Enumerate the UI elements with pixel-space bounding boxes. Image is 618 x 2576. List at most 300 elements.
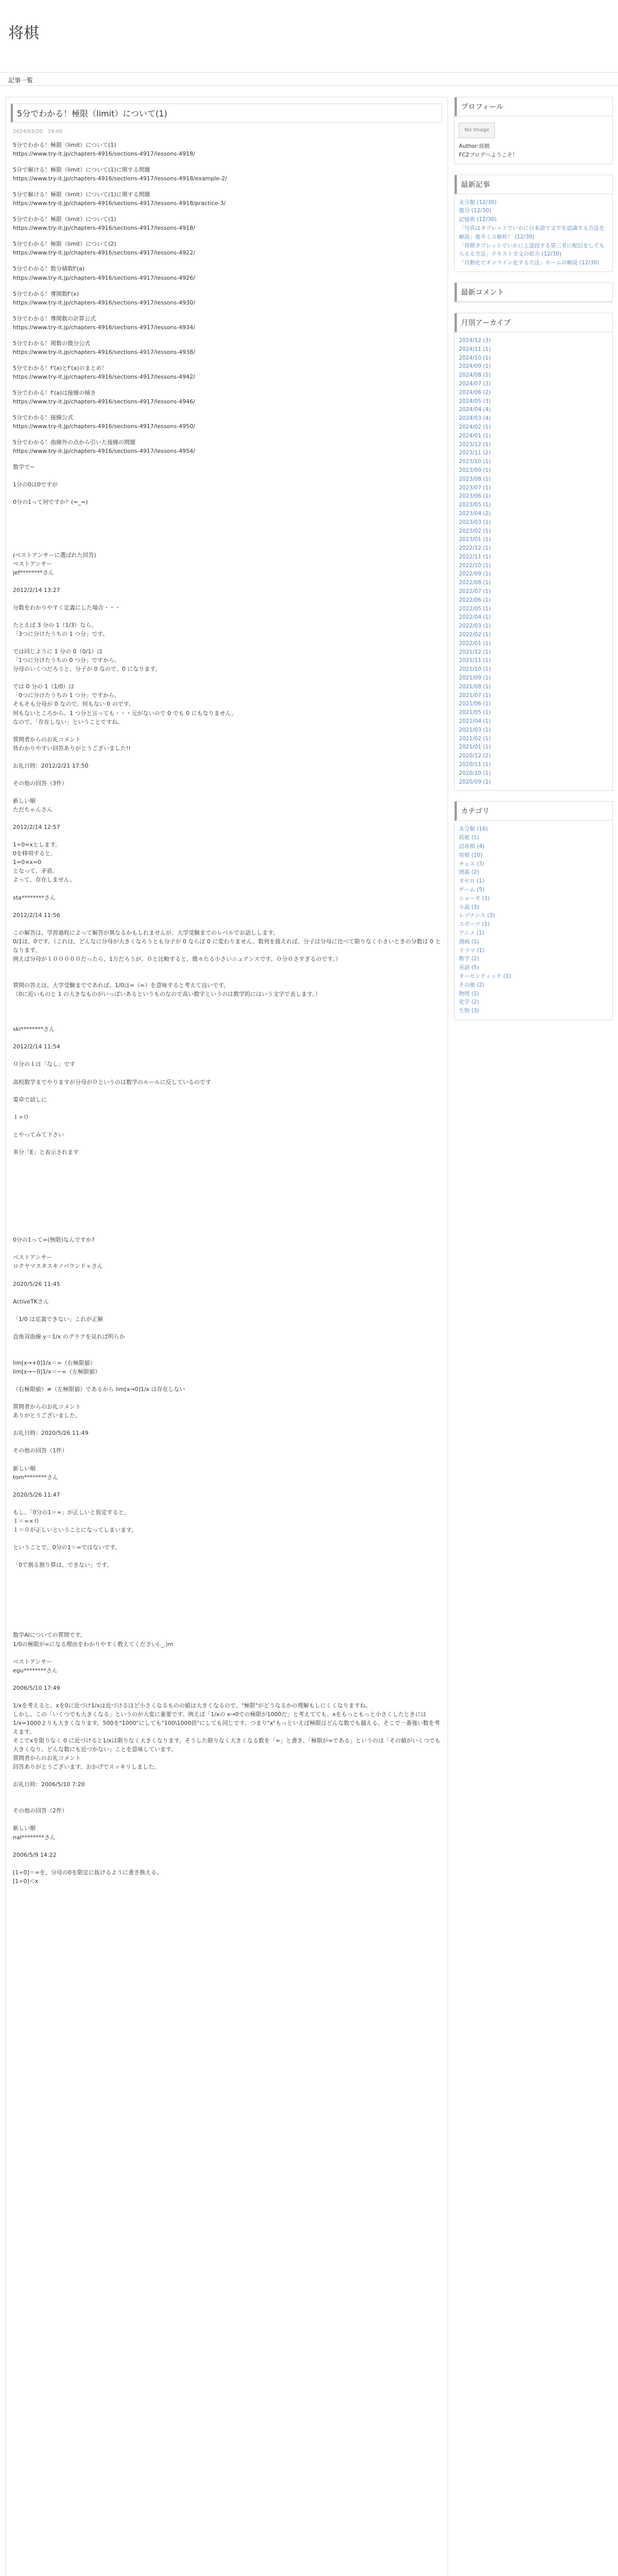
archive-month-link[interactable]: 2020/11 (1)	[459, 761, 491, 768]
post-text-line: ありがとうございました。	[13, 1412, 81, 1419]
category-title: カテゴリ	[455, 802, 612, 821]
category-link[interactable]: 詰将棋 (4)	[459, 843, 485, 850]
post-text-line: なので、「存在しない」ということですね。	[13, 718, 124, 725]
post-text-line: ベストアンサー	[13, 1254, 53, 1261]
archive-month-link[interactable]: 2022/05 (1)	[459, 605, 491, 612]
post-text-line: 分数をわかりやすく定義にした場合・・・	[13, 604, 121, 611]
archive-widget	[454, 313, 613, 791]
post-text-line: 2020/5/26 11:45	[13, 1280, 60, 1287]
archive-month-link[interactable]: 2024/10 (1)	[459, 354, 491, 361]
post-text-line: 皆わかりやすい回答ありがとうございました!!	[13, 744, 131, 752]
post-link-heading: 5分でわかる！導関数の計算公式	[13, 315, 96, 322]
archive-month-link[interactable]: 2021/01 (1)	[459, 744, 491, 751]
post-text-line	[13, 1499, 442, 1508]
post-link-heading: 5分でわかる！極限（limit）について(1)	[13, 216, 116, 223]
post-text-line	[13, 1271, 442, 1280]
archive-month-link[interactable]: 2022/03 (1)	[459, 623, 491, 630]
post-text-line: 「0つに分けたうちの 1 つ分」ですから、	[13, 692, 120, 699]
post-text-line: 0分の1って∞(無限)なんですか?	[13, 1236, 95, 1244]
archive-month-link[interactable]: 2021/08 (1)	[459, 683, 491, 690]
post-text-line	[13, 612, 442, 621]
post-text-line	[13, 1376, 442, 1385]
recent-comments-widget	[454, 282, 613, 302]
post-text-line: 新しい順	[13, 1465, 36, 1472]
category-link[interactable]: その他 (2)	[459, 981, 485, 988]
profile-widget	[454, 97, 613, 164]
post-text-line: 「0で割る割り算は、できない」です。	[13, 1562, 113, 1569]
category-link[interactable]: 物理 (1)	[459, 990, 479, 997]
post-qa-body	[11, 463, 442, 1886]
post-text-line: ベストアンサー	[13, 1658, 53, 1665]
post-text-line: しかし、この「いくつでも大きくなる」というのが大変に重要です。例えば「1/xの x→0での極限が1000だ」と考えてても、xをもっともっと小さくしたときには1/x=1000よりも大きくなります。500を"1000"にしても"100\1000倍"にしても同じです。つまり"x"もっといえば極限はどんな数でも越える。そこで一番強い数を考えます。	[13, 1710, 440, 1735]
post-text-line	[13, 524, 442, 533]
archive-month-link[interactable]: 2023/02 (1)	[459, 528, 491, 534]
post-text-line: では 0 分の 1（1/0）は	[13, 683, 75, 690]
archive-month-link[interactable]: 2021/05 (1)	[459, 709, 491, 716]
spacer	[11, 183, 442, 190]
post-link-url[interactable]: https://www.try-it.jp/chapters-4916/sections-4917/lessons-4918/practice-3/	[13, 200, 226, 207]
post-text-line: (ベストアンサーに選ばれた回答)	[13, 551, 96, 558]
nav-article-list-link[interactable]: 記事一覧	[8, 77, 33, 84]
archive-month-link[interactable]: 2021/11 (1)	[459, 657, 491, 664]
recent-post-link[interactable]: 「写真はタブレットでいかに日本語で文字を認識する方法を解説」後半ミス解析！ (12/30)	[459, 225, 605, 240]
post-text-line: となって、矛盾。	[13, 868, 58, 875]
post-text-line	[13, 998, 442, 1007]
spacer	[11, 381, 442, 388]
category-link[interactable]: ドラマ (1)	[459, 947, 485, 954]
post-text-line	[13, 1033, 442, 1042]
post-text-line: よって、存在しません。	[13, 876, 76, 884]
archive-month-link[interactable]: 2023/03 (1)	[459, 519, 491, 526]
archive-month-link[interactable]: 2023/07 (1)	[459, 484, 491, 491]
post-link-url[interactable]: https://www.try-it.jp/chapters-4916/sections-4917/lessons-4934/	[13, 324, 195, 331]
post-text-line	[13, 1420, 442, 1429]
archive-month-link[interactable]: 2022/01 (1)	[459, 640, 491, 647]
recent-post-link[interactable]: 記憶術 (12/30)	[459, 216, 497, 223]
nav-bar	[0, 72, 618, 86]
post-text-line	[13, 1209, 442, 1218]
archive-month-link[interactable]: 2023/06 (1)	[459, 493, 491, 500]
post-text-line	[13, 1675, 442, 1684]
post-text-line: 1=0×x=0	[13, 859, 42, 866]
post-text-line	[13, 1842, 442, 1851]
post-text-line	[13, 1534, 442, 1543]
recent-posts-list	[455, 194, 612, 272]
category-link[interactable]: スポーツ (1)	[459, 921, 490, 928]
category-link[interactable]: アニメ (1)	[459, 929, 485, 936]
post-text-line	[13, 1007, 442, 1016]
post-text-line	[13, 1798, 442, 1806]
post-text-line	[13, 1069, 442, 1077]
post-text-line	[13, 1341, 442, 1350]
post-link-heading: 5分でわかる！数分積数f'(a)	[13, 265, 85, 273]
post-text-line	[13, 1455, 442, 1464]
archive-month-link[interactable]: 2021/09 (1)	[459, 675, 491, 682]
archive-month-link[interactable]: 2023/10 (1)	[459, 459, 491, 465]
post-text-line	[13, 638, 442, 647]
post-link-url[interactable]: https://www.try-it.jp/chapters-4916/sections-4917/lessons-4930/	[13, 299, 195, 306]
post-text-line: 新しい順	[13, 798, 36, 804]
category-link[interactable]: オーセンティック (1)	[459, 973, 511, 979]
post-text-line	[13, 1587, 442, 1596]
post-link-heading: 5分でわかる！曲線外の点から引いた接線の問題	[13, 439, 135, 446]
profile-welcome: FC2ブログへようこそ！	[459, 151, 518, 158]
post-link-url[interactable]: https://www.try-it.jp/chapters-4916/sections-4917/lessons-4950/	[13, 423, 195, 430]
archive-month-link[interactable]: 2020/09 (1)	[459, 778, 491, 785]
archive-month-link[interactable]: 2023/11 (2)	[459, 450, 491, 456]
spacer	[11, 332, 442, 339]
post-text-line	[13, 1578, 442, 1587]
spacer	[11, 431, 442, 438]
post-text-line: [1÷0]＜x	[13, 1877, 39, 1885]
archive-list	[455, 332, 612, 790]
post-text-line	[13, 1324, 442, 1332]
recent-post-link[interactable]: 微分 (12/30)	[459, 208, 491, 214]
post-text-line	[13, 506, 442, 515]
archive-month-link[interactable]: 2023/08 (1)	[459, 476, 491, 482]
archive-month-link[interactable]: 2021/06 (1)	[459, 701, 491, 707]
post-text-line	[13, 1139, 442, 1148]
post-link-url[interactable]: https://www.try-it.jp/chapters-4916/sections-4917/lessons-4926/	[13, 274, 195, 281]
spacer	[11, 257, 442, 264]
post-text-line: 分母のいくつだろうと、分子が 0 なので、0 になります。	[13, 666, 161, 673]
category-widget	[454, 801, 613, 1020]
post-text-line	[13, 1622, 442, 1631]
category-link[interactable]: 囲碁 (2)	[459, 869, 479, 876]
archive-month-link[interactable]: 2024/07 (3)	[459, 380, 491, 387]
post-text-line	[13, 1482, 442, 1490]
sidebar	[454, 97, 613, 1030]
post-text-line: 2012/2/14 12:57	[13, 824, 60, 831]
post-text-line	[13, 920, 442, 928]
archive-month-link[interactable]: 2024/05 (3)	[459, 398, 491, 404]
post-text-line	[13, 1771, 442, 1780]
post-text-line: lim[x→−0]1/x＝−∞（左極限値）	[13, 1368, 100, 1376]
post-text-line: ロクヤマスタスキノバウンドャさん	[13, 1263, 103, 1270]
recent-posts-title: 最新記事	[455, 175, 612, 194]
archive-month-link[interactable]: 2021/04 (1)	[459, 718, 491, 725]
post-text-line: [1÷0]＝∞を、分母の0を限定に抜けるように書き換える。	[13, 1869, 162, 1876]
post-text-line	[13, 1122, 442, 1130]
post-text-line	[13, 788, 442, 796]
spacer	[11, 282, 442, 290]
post-text-line: この解答は、学習過程によって解答が異なるかもしれませんが、大学受験までのレベルでお話しします。	[13, 929, 279, 936]
post-text-line	[13, 1183, 442, 1192]
post-text-line: その他の回答（2件）	[13, 1807, 67, 1815]
post-text-line: egu********さん	[13, 1667, 58, 1674]
post-text-line: お礼日時：2006/5/10 7:20	[13, 1781, 85, 1788]
archive-month-link[interactable]: 2022/08 (1)	[459, 580, 491, 586]
post-text-line: 2020/5/26 11:47	[13, 1491, 60, 1498]
post-text-line	[13, 516, 442, 524]
category-link[interactable]: オセロ (1)	[459, 878, 485, 885]
recent-posts-widget	[454, 175, 613, 272]
profile-widget-title: プロフィール	[455, 97, 612, 116]
spacer	[11, 307, 442, 314]
post-text-line	[13, 1692, 442, 1701]
post-title[interactable]: 5分でわかる！極限（limit）について(1)	[11, 104, 442, 123]
post-text-line: 2006/5/9 14:22	[13, 1851, 57, 1858]
post-text-line	[13, 1649, 442, 1657]
archive-month-link[interactable]: 2022/12 (1)	[459, 545, 491, 552]
post-text-line: 「3つに分けたうちの 1 つ分」です。	[13, 631, 109, 638]
post-text-line	[13, 542, 442, 551]
archive-month-link[interactable]: 2024/02 (1)	[459, 423, 491, 430]
spacer	[11, 208, 442, 215]
post-date: 2024/03/20 19:00	[13, 129, 63, 134]
archive-month-link[interactable]: 2023/04 (2)	[459, 510, 491, 517]
category-link[interactable]: 将棋 (1)	[459, 835, 479, 841]
post-link-url[interactable]: https://www.try-it.jp/chapters-4916/sections-4917/lessons-4918/example-2/	[13, 175, 227, 182]
post-text-line: ActiveTKさん	[13, 1298, 49, 1305]
post-link-heading: 5分で解ける！極限（limit）について(1)に関する問題	[13, 166, 150, 174]
post-text-line	[13, 1016, 442, 1025]
post-text-line: nal********さん	[13, 1834, 56, 1841]
post-link-heading: 5分でわかる！f'(a)は接線の傾き	[13, 389, 96, 396]
archive-month-link[interactable]: 2021/07 (1)	[459, 692, 491, 699]
category-link[interactable]: 未分類 (16)	[459, 826, 488, 833]
post-text-line: そもそも分母が 0 なので、何もない 0 のです。	[13, 701, 134, 708]
post-text-line: お礼日時：2020/5/26 11:49	[13, 1430, 89, 1437]
category-link[interactable]: チェス (3)	[459, 860, 485, 867]
post-text-line: 質問者からのお礼コメント	[13, 736, 81, 743]
post-text-line: 2012/2/14 13:27	[13, 586, 60, 594]
post-text-line: 質問の答えは、大学受験までであれば、1/0は∞（∞）を意味すると考えて良いです。	[13, 981, 230, 989]
category-link[interactable]: レゾナンス (3)	[459, 912, 495, 919]
main-column	[5, 97, 448, 2576]
post-text-line: （0に近いものと 1 の大きなものがいっぱいあるというものなので高い数字というのは数学的にはいう文字で表します。）	[13, 991, 321, 998]
post-text-line	[13, 972, 442, 981]
post-text-line: もし、「0分の1＝∞」が正しいと仮定すると、	[13, 1509, 130, 1516]
post-link-heading: 5分で解ける！極限（limit）について(1)に関する問題	[13, 191, 150, 198]
post-text-line: 多分「E」と表示されます	[13, 1148, 79, 1156]
post-text-line: 直角双曲線 y＝1/x のグラフを見れば明らか	[13, 1333, 125, 1340]
post-text-line	[13, 770, 442, 779]
archive-month-link[interactable]: 2022/07 (1)	[459, 588, 491, 595]
post-text-line	[13, 1051, 442, 1060]
post-text-line	[13, 1289, 442, 1297]
post-text-line: １＝∞×０	[13, 1517, 40, 1524]
recent-comments-title: 最新コメント	[455, 283, 612, 302]
site-title[interactable]: 将棋	[8, 24, 39, 42]
spacer	[11, 232, 442, 240]
post-text-line	[13, 595, 442, 603]
category-link[interactable]: 数学 (2)	[459, 956, 479, 962]
post-text-line: 何もないところから、1 つ分と言っても・・・元がないので 0 でも 0 にもなりません。	[13, 709, 237, 717]
post-link-url[interactable]: https://www.try-it.jp/chapters-4916/sections-4917/lessons-4946/	[13, 398, 195, 405]
post-text-line	[13, 1394, 442, 1402]
post-text-line: sta********さん	[13, 894, 56, 901]
post-text-line: ０分の１は「なし」です	[13, 1061, 75, 1068]
category-link[interactable]: 英語 (5)	[459, 964, 479, 971]
post-text-line: 回答ありがとうございます。おかげでスッキリしました。	[13, 1764, 160, 1771]
post-text-line: 1分の0は0ですが	[13, 481, 58, 488]
post-text-line	[13, 884, 442, 893]
archive-month-link[interactable]: 2023/12 (1)	[459, 441, 491, 448]
post-text-line: 質問者からのお礼コメント	[13, 1403, 81, 1411]
post-text-line	[13, 1087, 442, 1095]
post-link-url[interactable]: https://www.try-it.jp/chapters-4916/sections-4917/lessons-4938/	[13, 348, 195, 355]
post-text-line: 電卓で試しに	[13, 1096, 47, 1103]
top-spacer	[0, 0, 618, 4]
post-text-line: ski********さん	[13, 1026, 55, 1033]
category-link[interactable]: 生物 (3)	[459, 1008, 479, 1014]
post-text-line	[13, 1789, 442, 1798]
archive-month-link[interactable]: 2021/12 (1)	[459, 649, 491, 655]
recent-post-link[interactable]: 「自動化でオンライン化する方法」ホームの解説 (12/30)	[459, 260, 599, 266]
post-text-line	[13, 902, 442, 911]
post-text-line: 高校数学までやりますが分母が０というのは数学のルールに反しているのです	[13, 1078, 211, 1086]
archive-month-link[interactable]: 2021/02 (1)	[459, 735, 491, 742]
category-link[interactable]: 漫画 (1)	[459, 938, 479, 945]
post-text-line: 1/xを考えると、xを0に近づけ1/xは近づけるほど小さくなるものの値は大きくなるので、"極限"がどうなるかの理解もしにくくなりますね。	[13, 1702, 371, 1709]
post-text-line	[13, 1437, 442, 1446]
post-text-line: お礼日時：2012/2/21 17:50	[13, 762, 89, 769]
category-list	[455, 821, 612, 1020]
post-text-line	[13, 533, 442, 542]
profile-image-placeholder: No Image	[459, 123, 495, 138]
category-link[interactable]: 将棋 (10)	[459, 852, 483, 858]
post-text-line: その他の回答（1件）	[13, 1447, 67, 1454]
archive-month-link[interactable]: 2024/03 (4)	[459, 415, 491, 422]
category-link[interactable]: 化学 (2)	[459, 999, 479, 1006]
archive-month-link[interactable]: 2020/12 (2)	[459, 753, 491, 759]
post-text-line: １＝０が正しいということになってしまいます。	[13, 1526, 138, 1533]
post-link-url[interactable]: https://www.try-it.jp/chapters-4916/sections-4917/lessons-4942/	[13, 373, 195, 380]
post-text-line	[13, 1859, 442, 1868]
post-text-line	[13, 1552, 442, 1561]
post-text-line	[13, 1157, 442, 1165]
archive-month-link[interactable]: 2022/02 (1)	[459, 632, 491, 638]
post-text-line: 0分の1って何ですか？(=_=)	[13, 499, 88, 506]
post-link-heading: 5分でわかる！極限（limit）について(2)	[13, 241, 116, 248]
archive-month-link[interactable]: 2024/06 (2)	[459, 389, 491, 396]
post-text-line	[13, 1569, 442, 1578]
post-text-line: lim[x→+0]1/x＝∞（右極限値）	[13, 1360, 96, 1366]
archive-month-link[interactable]: 2022/10 (1)	[459, 562, 491, 569]
archive-month-link[interactable]: 2022/06 (1)	[459, 597, 491, 603]
spacer	[11, 158, 442, 165]
archive-month-link[interactable]: 2024/01 (1)	[459, 432, 491, 439]
post-text-line	[13, 1192, 442, 1200]
post-text-line: jef********さん	[13, 569, 54, 576]
post-text-line: 2006/5/10 17:49	[13, 1684, 60, 1691]
post-text-line	[13, 1613, 442, 1622]
archive-month-link[interactable]: 2024/09 (1)	[459, 363, 491, 370]
spacer	[11, 406, 442, 413]
post-text-line: 「1/0 は定義できない」これが正解	[13, 1315, 104, 1323]
category-link[interactable]: 小説 (3)	[459, 904, 479, 910]
archive-month-link[interactable]: 2024/11 (1)	[459, 346, 491, 352]
post-text-line: 1/0の極限が∞になる理由をわかりやすく教えてください(._.)m	[13, 1640, 174, 1648]
post-text-line	[13, 1218, 442, 1227]
archive-month-link[interactable]: 2020/10 (1)	[459, 770, 491, 776]
post-text-line: tom********さん	[13, 1473, 58, 1481]
archive-month-link[interactable]: 2023/09 (1)	[459, 467, 491, 473]
post-text-line	[13, 1200, 442, 1209]
archive-month-link[interactable]: 2023/05 (1)	[459, 502, 491, 509]
post-text-line	[13, 1350, 442, 1359]
post-text-line: １÷０	[13, 1113, 29, 1121]
post-text-line	[13, 726, 442, 735]
archive-month-link[interactable]: 2024/04 (4)	[459, 406, 491, 413]
recent-post-link[interactable]: 未分類 (12/30)	[459, 199, 497, 206]
post-text-line: 例えば分母が１０００００だったら、1万だろうが、０と比較すると、微々たる小さいニュアンスです。０分０さすぎるのです。）	[13, 955, 341, 962]
post-link-heading: 5分でわかる！極限（limit）について(1)	[13, 142, 116, 148]
post-text-line	[13, 963, 442, 972]
post-text-line: 質問者からのお礼コメント	[13, 1755, 81, 1762]
post-text-line	[13, 1815, 442, 1824]
post-text-line: とやってみて下さい	[13, 1131, 64, 1138]
post-text-line	[13, 1604, 442, 1613]
archive-month-link[interactable]: 2023/01 (1)	[459, 536, 491, 543]
post-text-line	[13, 832, 442, 840]
profile-author: Author:将棋	[459, 143, 490, 149]
recent-post-link[interactable]: 「将棋タブレットでいかに上達段する第三者に配信をしてもらえる方法」テキスト全文の紹介 (12/30)	[459, 242, 605, 258]
post-text-line: 2012/2/14 11:54	[13, 1043, 60, 1050]
archive-month-link[interactable]: 2024/08 (1)	[459, 372, 491, 379]
post-text-line: 2012/2/14 11:56	[13, 911, 60, 919]
post-link-url[interactable]: https://www.try-it.jp/chapters-4916/sections-4917/lessons-4918/	[13, 225, 195, 232]
archive-month-link[interactable]: 2022/09 (1)	[459, 571, 491, 578]
post-text-line: たとえば 3 分の 1（1/3）なら、	[13, 622, 97, 629]
archive-month-link[interactable]: 2022/11 (1)	[459, 553, 491, 560]
post-text-line: ただちゃんさん	[13, 806, 53, 814]
post-text-line: （右極限値）≠（左極限値）であるから lim[x→0]1/x は存在しない	[13, 1386, 185, 1393]
archive-month-link[interactable]: 2021/10 (1)	[459, 666, 491, 673]
post-link-heading: 5分でわかる！導関数f'(x)	[13, 290, 79, 297]
post-text-line	[13, 1227, 442, 1235]
archive-title: 月別アーカイブ	[455, 313, 612, 332]
post-text-line: 数学で−	[13, 464, 35, 471]
post-text-line	[13, 1306, 442, 1315]
post-link-heading: 5分でわかる！関数の微分公式	[13, 340, 90, 347]
post-text-line: 0を移項すると、	[13, 850, 56, 857]
post-text-line	[13, 1596, 442, 1604]
post-text-line: ベストアンサー	[13, 560, 53, 567]
spacer	[11, 357, 442, 364]
category-link[interactable]: ゲーム (5)	[459, 886, 485, 893]
post-text-line: 数学AIについての質問です。	[13, 1632, 86, 1639]
archive-month-link[interactable]: 2022/04 (1)	[459, 614, 491, 621]
post-link-heading: 5分でわかる！f'(a)とf'(a)のまとめ！	[13, 364, 108, 371]
post-text-line	[13, 489, 442, 498]
post-link-list	[11, 141, 442, 463]
category-link[interactable]: ショーギ (1)	[459, 895, 490, 902]
archive-month-link[interactable]: 2021/03 (1)	[459, 726, 491, 733]
post-text-line	[13, 471, 442, 480]
post-text-line: 0/1は、0です。（これは、どんなに分母が大きくなろうとも分子が 0 ならば 0 に変わりません。数列を扱えれば、分子は分母に比べて限りなく小さいときの分数は 0 となります。	[13, 938, 441, 954]
post-text-line: 「1つに分けたうちの 0 つ分」ですから、	[13, 657, 120, 664]
post-text-line	[13, 1244, 442, 1253]
archive-month-link[interactable]: 2024/12 (3)	[459, 337, 491, 344]
post-link-url[interactable]: https://www.try-it.jp/chapters-4916/sections-4917/lessons-4954/	[13, 448, 195, 455]
post-text-line	[13, 673, 442, 682]
post-text-line	[13, 1174, 442, 1183]
post-link-heading: 5分でわかる！接線公式	[13, 414, 73, 421]
post-text-line	[13, 1104, 442, 1113]
post-text-line	[13, 1165, 442, 1174]
post-link-url[interactable]: https://www.try-it.jp/chapters-4916/sections-4917/lessons-4918/	[13, 150, 195, 158]
post-text-line: では同じように 1 分の 0（0/1）は	[13, 648, 103, 655]
post-text-line: ということで、0分の1＝∞ではないです。	[13, 1544, 121, 1551]
spacer	[11, 455, 442, 463]
post-text-line: その他の回答（3件）	[13, 779, 67, 787]
post-text-line	[13, 577, 442, 586]
post-link-url[interactable]: https://www.try-it.jp/chapters-4916/sections-4917/lessons-4922/	[13, 249, 195, 257]
post-text-line: そこでxを限りなく 0 に近づけると1/xは限りなく大きくなります。そうした限りなく大きくなる数を「∞」と書き、「極限が∞である」というのは「その値がいくつでも大きくなり、どんな数にも近づかない」ことを意味しています。	[13, 1737, 441, 1753]
post-text-line	[13, 753, 442, 761]
